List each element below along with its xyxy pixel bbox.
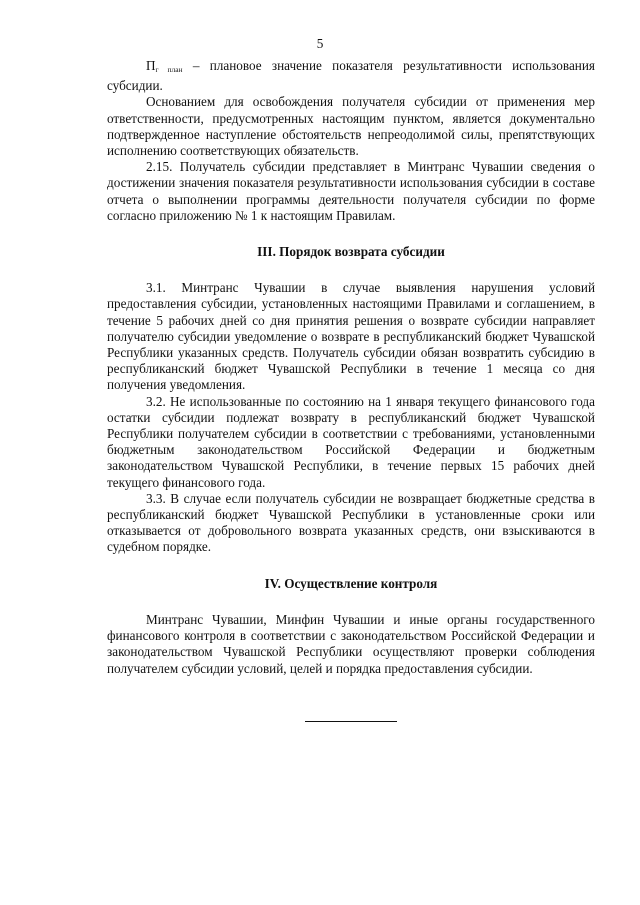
plan-symbol: П <box>146 58 156 73</box>
paragraph-3-2: 3.2. Не использованные по состоянию на 1 января текущего финансового года остатки субсидии подлежат возврату в республиканский бюджет Чувашской Республики получателем субсидии в соответствии с требованиями, установленными бюджетным законодательством Российской Федерации и бюджетным законодательством Чувашской Республики, в течение первых 15 рабочих дней текущего финансового года. <box>107 393 595 490</box>
document-body <box>107 58 595 722</box>
paragraph-control: Минтранс Чувашии, Минфин Чувашии и иные органы государственного финансового контроля в соответствии с законодательством Российской Федерации и законодательством Чувашской Республики осуществляют проверки соблюдения получателем субсидии условий, целей и порядка предоставления субсидии. <box>107 611 595 676</box>
section-3-heading: III. Порядок возврата субсидии <box>257 244 445 260</box>
plan-definition: – плановое значение показателя результативности использования субсидии. <box>107 58 595 94</box>
closing-rule <box>305 721 397 722</box>
paragraph-plan-value <box>107 58 595 94</box>
plan-subscript: г план <box>155 65 183 74</box>
section-4-heading: IV. Осуществление контроля <box>264 575 438 591</box>
paragraph-3-1: 3.1. Минтранс Чувашии в случае выявления нарушения условий предоставления субсидии, установленных настоящими Правилами и соглашением, в течение 5 рабочих дней со дня принятия решения о возврате субсидии направляет получателю субсидии уведомление о возврате в республиканский бюджет Чувашской Республики указанных средств. Получатель субсидии обязан возвратить субсидию в республиканский бюджет Чувашской Республики в течение 1 месяца со дня получения уведомления. <box>107 280 595 393</box>
paragraph-force-majeure: Основанием для освобождения получателя субсидии от применения мер ответственности, предусмотренных настоящим пунктом, является документально подтвержденное наступление обстоятельств непреодолимой силы, препятствующих исполнению соответствующих обязательств. <box>107 94 595 159</box>
paragraph-3-3: 3.3. В случае если получатель субсидии не возвращает бюджетные средства в республиканский бюджет Чувашской Республики в установленные сроки или отказывается от добровольного возврата указанных средств, они взыскиваются в судебном порядке. <box>107 490 595 555</box>
page-number: 5 <box>316 36 324 51</box>
paragraph-2-15: 2.15. Получатель субсидии представляет в Минтранс Чувашии сведения о достижении значения показателя результативности использования субсидии в составе отчета о выполнении программы деятельности получателя субсидии по форме согласно приложению № 1 к настоящим Правилам. <box>107 159 595 223</box>
